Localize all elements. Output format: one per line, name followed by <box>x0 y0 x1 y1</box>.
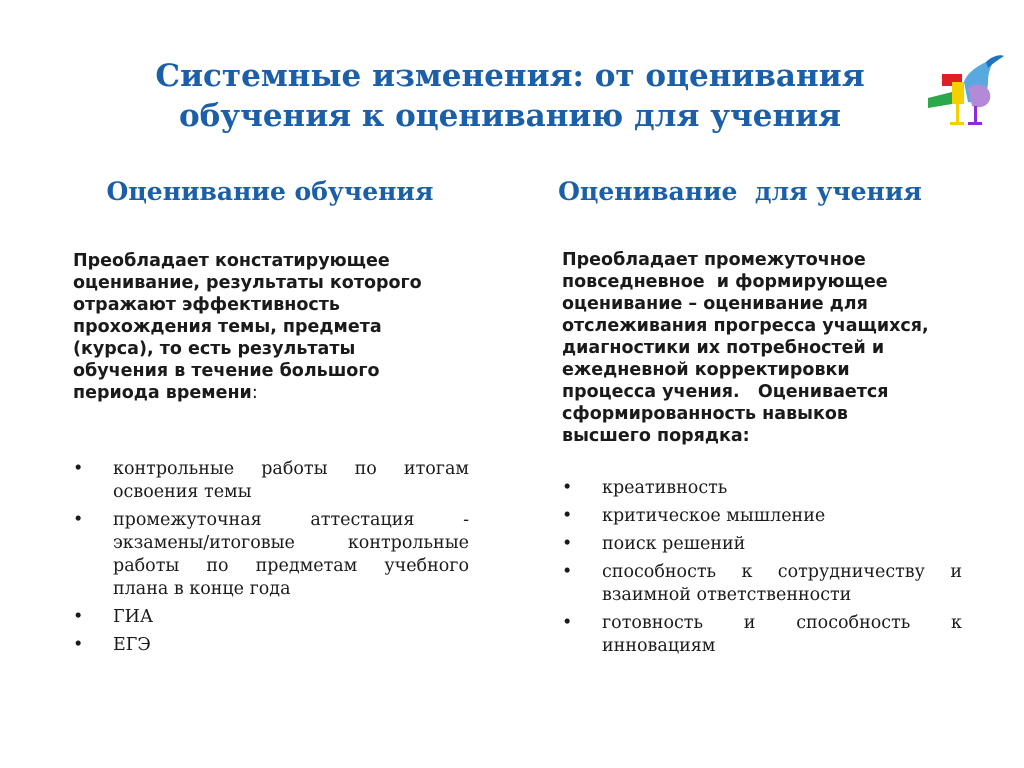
bullet-icon: • <box>562 562 573 582</box>
right-bullet-list <box>562 477 962 663</box>
left-intro-line: оценивание, результаты которого <box>73 273 422 293</box>
right-intro-line: оценивание – оценивание для <box>562 294 868 314</box>
bullet-icon: • <box>73 510 84 530</box>
right-list-item-text <box>602 612 962 658</box>
left-intro-line-last <box>73 382 473 404</box>
slide-title-line-2: обучения к оцениванию для учения <box>178 98 842 134</box>
left-list-item <box>73 634 469 657</box>
bullet-icon: • <box>562 506 573 526</box>
right-list-item-text <box>602 533 962 556</box>
right-intro-line: сформированность навыков <box>562 404 848 424</box>
left-list-item <box>73 606 469 629</box>
left-intro-tail: : <box>251 383 258 403</box>
left-column-heading: Оценивание обучения <box>106 177 434 206</box>
bullet-icon: • <box>73 635 84 655</box>
left-intro-line: Преобладает констатирующее <box>73 251 390 271</box>
right-list-item <box>562 561 962 607</box>
right-intro-line: ежедневной корректировки <box>562 360 850 380</box>
right-list-item-line: инновациям <box>602 636 716 656</box>
right-intro-text <box>562 249 962 447</box>
right-list-item-line: способность к сотрудничеству и <box>602 562 962 582</box>
left-intro-text <box>73 250 473 404</box>
right-list-item-text <box>602 477 962 500</box>
right-intro-line: высшего порядка: <box>562 426 750 446</box>
left-list-item-line: экзамены/итоговые контрольные <box>113 533 469 553</box>
left-list-item-line: освоения темы <box>113 482 252 502</box>
right-intro-line: отслеживания прогресса учащихся, <box>562 316 929 336</box>
right-column-heading: Оценивание для учения <box>558 177 922 206</box>
right-list-item-line: взаимной ответственности <box>602 585 852 605</box>
bullet-icon: • <box>73 607 84 627</box>
slide-title <box>110 56 910 136</box>
left-intro-line: периода времени <box>73 383 252 403</box>
bullet-icon: • <box>562 478 573 498</box>
left-list-item-line: контрольные работы по итогам <box>113 459 469 479</box>
left-list-item-text <box>113 509 469 601</box>
left-intro-line: прохождения темы, предмета <box>73 317 382 337</box>
left-intro-line: отражают эффективность <box>73 295 340 315</box>
right-list-item <box>562 533 962 556</box>
left-list-item-line: ЕГЭ <box>113 635 151 655</box>
left-intro-line: обучения в течение большого <box>73 361 380 381</box>
right-list-item-line: креативность <box>602 478 728 498</box>
right-intro-line: Преобладает промежуточное <box>562 250 866 270</box>
right-list-item <box>562 477 962 500</box>
right-list-item-text <box>602 561 962 607</box>
bullet-icon: • <box>562 534 573 554</box>
bullet-icon: • <box>562 613 573 633</box>
right-list-item-line: критическое мышление <box>602 506 826 526</box>
right-intro-line: диагностики их потребностей и <box>562 338 885 358</box>
school-emblem-icon <box>928 52 1004 132</box>
right-list-item-line: поиск решений <box>602 534 746 554</box>
left-intro-line: (курса), то есть результаты <box>73 339 356 359</box>
left-list-item-text <box>113 634 469 657</box>
left-list-item-line: промежуточная аттестация - <box>113 510 469 530</box>
left-bullet-list <box>73 458 469 662</box>
left-list-item <box>73 458 469 504</box>
left-list-item-text <box>113 458 469 504</box>
right-list-item <box>562 505 962 528</box>
left-list-item-text <box>113 606 469 629</box>
left-list-item-line: плана в конце года <box>113 579 291 599</box>
right-list-item-text <box>602 505 962 528</box>
left-list-item-line: ГИА <box>113 607 154 627</box>
slide-title-line-1: Системные изменения: от оценивания <box>155 58 865 94</box>
right-intro-line: процесса учения. Оценивается <box>562 382 889 402</box>
bullet-icon: • <box>73 459 84 479</box>
right-list-item-line: готовность и способность к <box>602 613 962 633</box>
right-list-item <box>562 612 962 658</box>
right-intro-line: повседневное и формирующее <box>562 272 888 292</box>
left-list-item <box>73 509 469 601</box>
left-list-item-line: работы по предметам учебного <box>113 556 469 576</box>
